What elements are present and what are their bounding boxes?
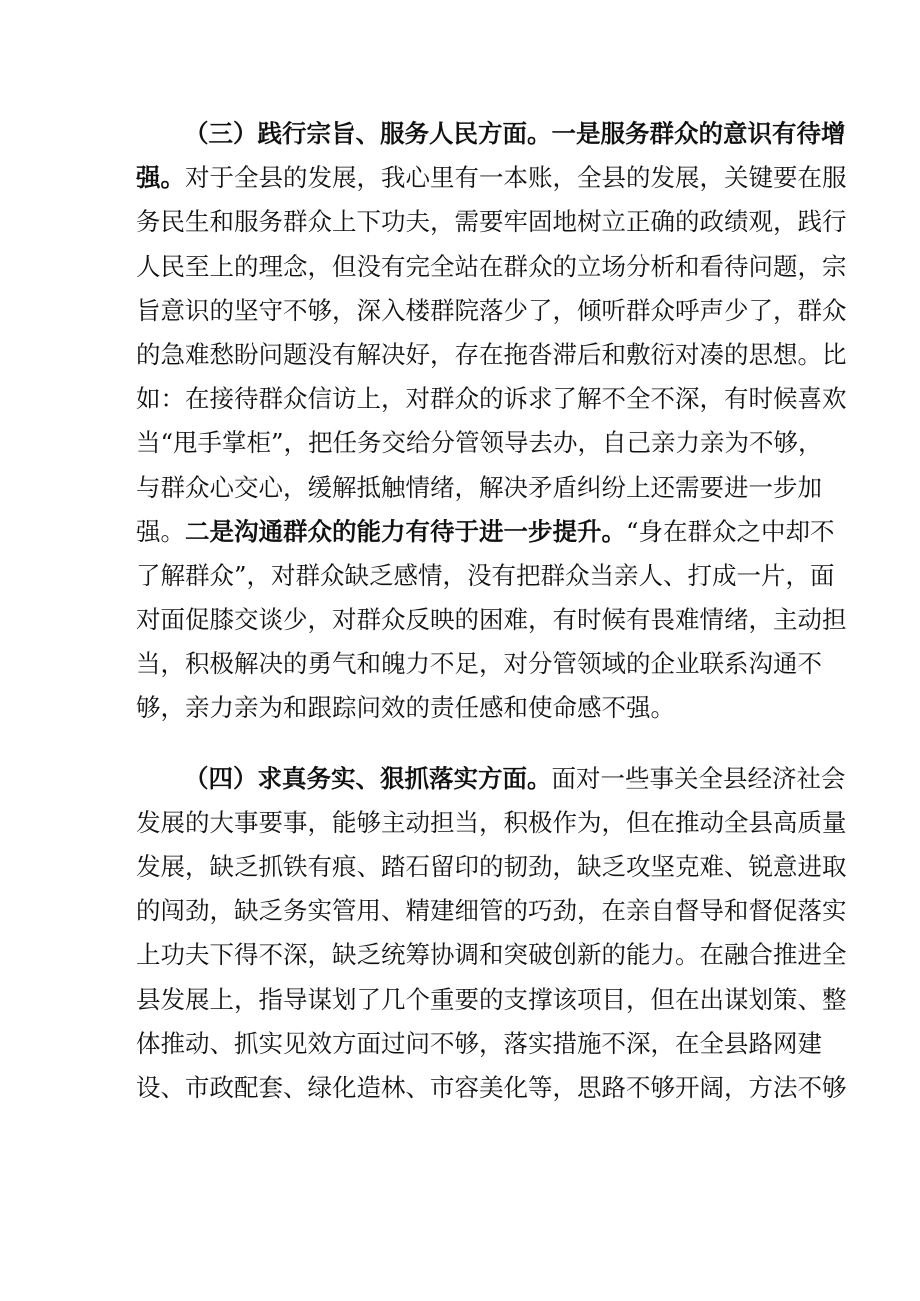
paragraph-line bbox=[136, 642, 822, 686]
body-text: 发展，缺乏抓铁有痕、踏石留印的韧劲，缺乏攻坚克难、锐意进取 bbox=[136, 852, 847, 881]
body-text: 的急难愁盼问题没有解决好，存在拖沓滞后和敷衍对凑的思想。比 bbox=[136, 339, 847, 369]
body-text: 的闯劲，缺乏务实管用、精建细管的巧劲，在亲自督导和督促落实 bbox=[136, 896, 847, 926]
paragraph-line bbox=[136, 112, 846, 156]
paragraph-line bbox=[136, 200, 847, 244]
paragraph-line bbox=[136, 889, 847, 933]
paragraph-line bbox=[136, 421, 823, 465]
body-text: 县发展上，指导谋划了几个重要的支撑该项目，但在出谋划策、整 bbox=[136, 984, 847, 1014]
paragraph-line bbox=[136, 978, 847, 1022]
paragraph-line bbox=[136, 757, 846, 801]
body-text: 如：在接待群众信访上，对群众的诉求了解不全不深，有时候喜欢 bbox=[136, 384, 847, 414]
body-text: 务民生和服务群众上下功夫，需要牢固地树立正确的政绩观，践行 bbox=[136, 207, 847, 237]
paragraph-line bbox=[136, 245, 847, 289]
paragraph-line bbox=[136, 801, 847, 845]
body-text: 与群众心交心，缓解抵触情绪，解决矛盾纠纷上还需要进一步加 bbox=[136, 472, 822, 502]
paragraph-line bbox=[136, 377, 847, 421]
paragraph-line bbox=[136, 1022, 822, 1066]
body-text: 对面促膝交谈少，对群众反映的困难，有时候有畏难情绪，主动担 bbox=[136, 605, 847, 635]
paragraph-line bbox=[136, 845, 847, 889]
body-text: 旨意识的坚守不够，深入楼群院落少了，倾听群众呼声少了，群众 bbox=[136, 295, 847, 325]
paragraph-line bbox=[136, 466, 822, 510]
body-text: 上功夫下得不深，缺乏统筹协调和突破创新的能力。在融合推进全 bbox=[136, 940, 847, 970]
body-text: 够，亲力亲为和跟踪问效的责任感和使命感不强。 bbox=[136, 693, 675, 723]
bold-text: 二是沟通群众的能力有待于进一步提升。 bbox=[185, 516, 626, 546]
section-heading: （三）践行宗旨、服务人民方面。一是服务群众的意识有待增 bbox=[184, 119, 846, 148]
paragraph-line bbox=[136, 598, 847, 642]
body-text: 对于全县的发展，我心里有一本账，全县的发展，关键要在服 bbox=[185, 163, 847, 193]
bold-text: 强。 bbox=[136, 163, 185, 193]
body-text: 设、市政配套、绿化造林、市容美化等，思路不够开阔，方法不够 bbox=[136, 1072, 847, 1102]
body-text: 当，积极解决的勇气和魄力不足，对分管领域的企业联系沟通不 bbox=[136, 649, 822, 679]
section-heading: （四）求真务实、狠抓落实方面。 bbox=[184, 763, 552, 793]
paragraph-gap bbox=[136, 731, 786, 757]
body-text: 人民至上的理念，但没有完全站在群众的立场分析和看待问题，宗 bbox=[136, 251, 847, 281]
paragraph-line bbox=[136, 686, 786, 730]
body-text: 发展的大事要事，能够主动担当，积极作为，但在推动全县高质量 bbox=[136, 807, 847, 837]
paragraph-line bbox=[136, 1066, 847, 1110]
body-text: 强。 bbox=[136, 516, 185, 546]
paragraph-line bbox=[136, 156, 847, 200]
paragraph-line bbox=[136, 333, 847, 377]
document-body bbox=[136, 112, 847, 1110]
body-text: 面对一些事关全县经济社会 bbox=[551, 763, 846, 793]
paragraph-line bbox=[136, 289, 847, 333]
body-text: “身在群众之中却不 bbox=[626, 516, 835, 546]
body-text: 当“甩手掌柜”，把任务交给分管领导去办，自己亲力亲为不够， bbox=[136, 428, 823, 458]
paragraph-line bbox=[136, 933, 847, 977]
paragraph-line bbox=[136, 554, 835, 598]
paragraph-line bbox=[136, 510, 835, 554]
body-text: 体推动、抓实见效方面过问不够，落实措施不深，在全县路网建 bbox=[136, 1028, 822, 1058]
body-text: 了解群众”，对群众缺乏感情，没有把群众当亲人、打成一片，面 bbox=[136, 560, 835, 590]
